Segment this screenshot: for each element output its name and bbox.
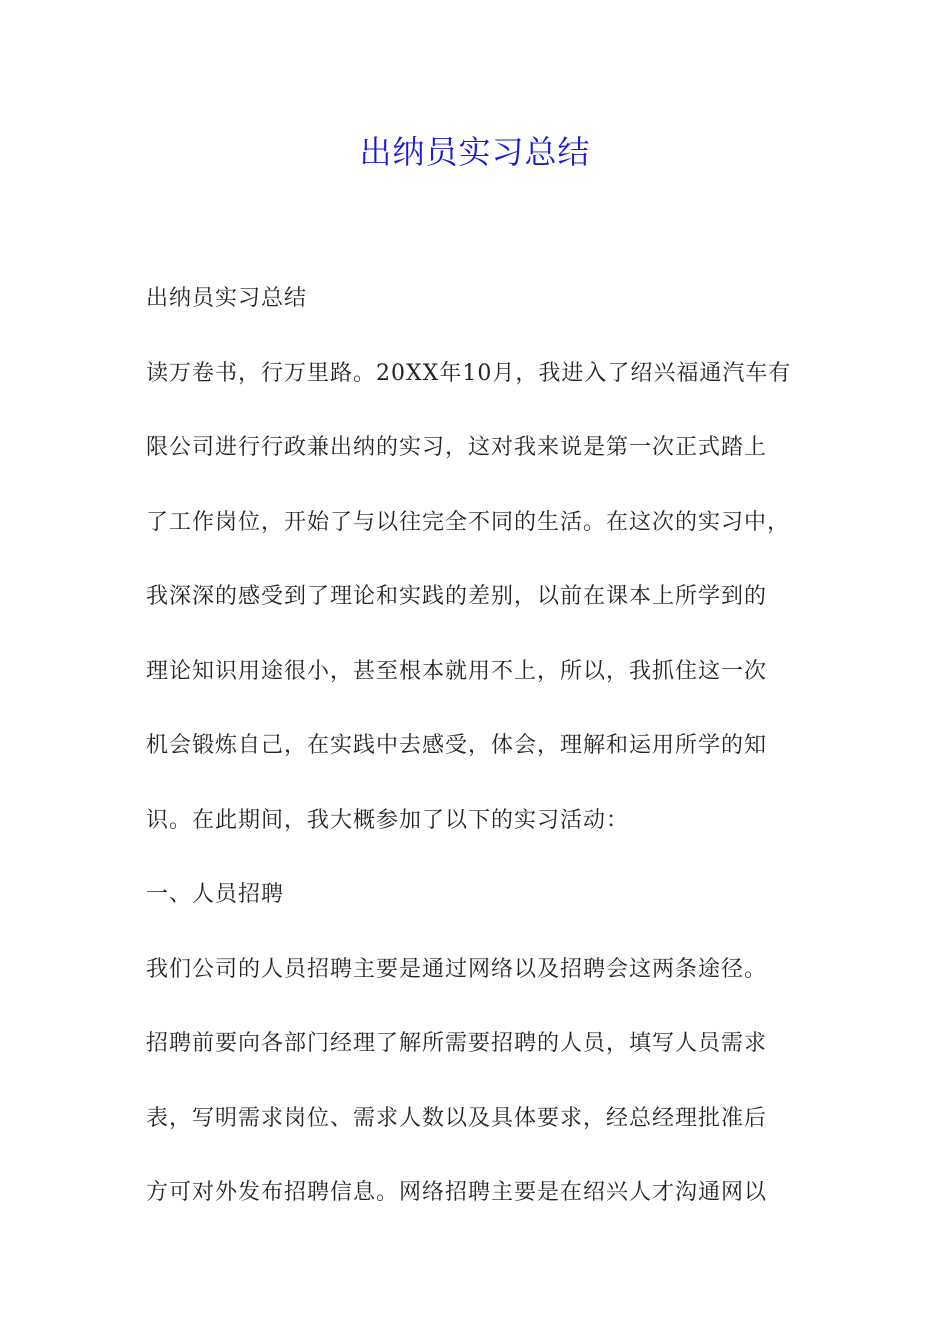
body-line: 方可对外发布招聘信息。网络招聘主要是在绍兴人才沟通网以 [146, 1180, 768, 1205]
body-line: 机会锻炼自己，在实践中去感受，体会，理解和运用所学的知 [146, 733, 768, 758]
body-line: 读万卷书，行万里路。20XX年10月，我进入了绍兴福通汽车有 [146, 360, 792, 386]
body-line: 我深深的感受到了理论和实践的差别，以前在课本上所学到的 [146, 584, 768, 609]
body-line: 限公司进行行政兼出纳的实习，这对我来说是第一次正式踏上 [146, 435, 768, 460]
section-heading: 一、人员招聘 [146, 882, 285, 907]
document-body [146, 262, 808, 1231]
body-line: 理论知识用途很小，甚至根本就用不上，所以，我抓住这一次 [146, 658, 768, 684]
body-line-subtitle: 出纳员实习总结 [146, 286, 308, 311]
document-title: 出纳员实习总结 [359, 133, 591, 171]
body-line: 我们公司的人员招聘主要是通过网络以及招聘会这两条途径。 [146, 956, 768, 982]
body-line: 招聘前要向各部门经理了解所需要招聘的人员，填写人员需求 [146, 1031, 768, 1056]
body-line: 了工作岗位，开始了与以往完全不同的生活。在这次的实习中， [146, 509, 791, 535]
body-line: 表，写明需求岗位、需求人数以及具体要求，经总经理批准后 [146, 1105, 768, 1131]
body-line: 识。在此期间，我大概参加了以下的实习活动： [146, 807, 630, 833]
